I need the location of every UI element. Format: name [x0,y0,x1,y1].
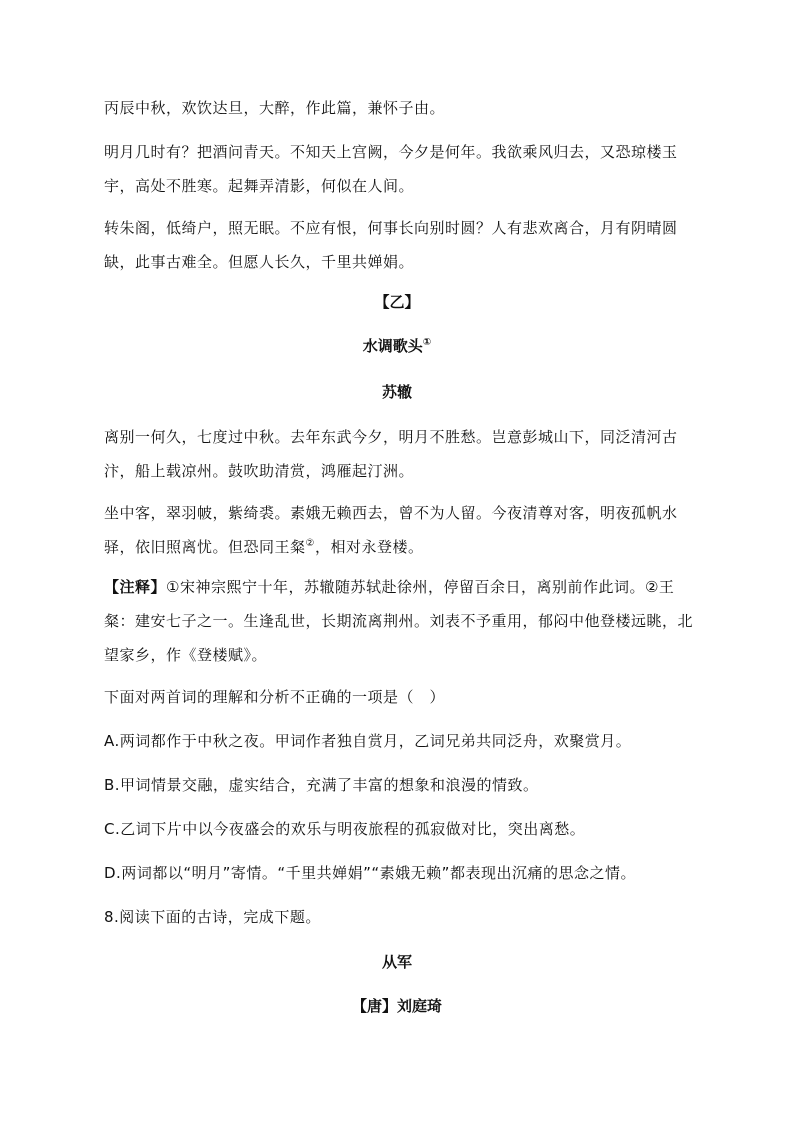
yi-stanza-1: 离别一何久，七度过中秋。去年东武今夕，明月不胜愁。岂意彭城山下，同泛清河古汴，船上载凉州。鼓吹助清赏，鸿雁起汀洲。 [104,428,678,480]
yi-stanza-2 [104,496,696,564]
next-question-stem: 8.阅读下面的古诗，完成下题。 [104,908,321,926]
yi-stanza-2-part-1: 坐中客，翠羽帔，紫绮裘。素娥无赖西去，曾不为人留。今夜清尊对客，明夜孤帆水驿，依旧照离忧。但恐同王粲 [104,504,678,556]
yi-title-text: 水调歌头 [362,337,423,355]
yi-title [0,334,794,358]
yi-stanza-2-note-mark: ② [305,538,315,549]
option-a: A.两词都作于中秋之夜。甲词作者独自赏月，乙词兄弟共同泛舟，欢聚赏月。 [104,732,632,750]
notes-text: ①宋神宗熙宁十年，苏辙随苏轼赴徐州，停留百余日，离别前作此词。②王粲：建安七子之一。生逢乱世，长期流离荆州。刘表不予重用，郁闷中他登楼远眺，北望家乡，作《登楼赋》。 [104,578,694,664]
option-b: B.甲词情景交融，虚实结合，充满了丰富的想象和浪漫的情致。 [104,776,539,794]
notes-label: 【注释】 [104,578,167,596]
yi-stanza-2-part-2: ，相对永登楼。 [314,538,424,556]
option-c: C.乙词下片中以今夜盛会的欢乐与明夜旅程的孤寂做对比，突出离愁。 [104,820,586,838]
notes-paragraph [104,570,696,672]
question-stem: 下面对两首词的理解和分析不正确的一项是（ ） [104,688,446,706]
poem-title: 从军 [381,953,412,971]
yi-author: 苏辙 [381,383,412,401]
yi-label: 【乙】 [374,293,420,311]
poem-author: 【唐】刘庭琦 [351,997,442,1015]
yi-title-note-mark: ① [422,337,432,348]
jia-preface: 丙辰中秋，欢饮达旦，大醉，作此篇，兼怀子由。 [104,99,446,117]
jia-stanza-2: 转朱阁，低绮户，照无眠。不应有恨，何事长向别时圆？人有悲欢离合，月有阴晴圆缺，此事古难全。但愿人长久，千里共婵娟。 [104,219,678,271]
option-d: D.两词都以“明月”寄情。“千里共婵娟”“素娥无赖”都表现出沉痛的思念之情。 [104,864,636,882]
jia-stanza-1: 明月几时有？把酒问青天。不知天上宫阙，今夕是何年。我欲乘风归去，又恐琼楼玉宇，高处不胜寒。起舞弄清影，何似在人间。 [104,143,678,195]
